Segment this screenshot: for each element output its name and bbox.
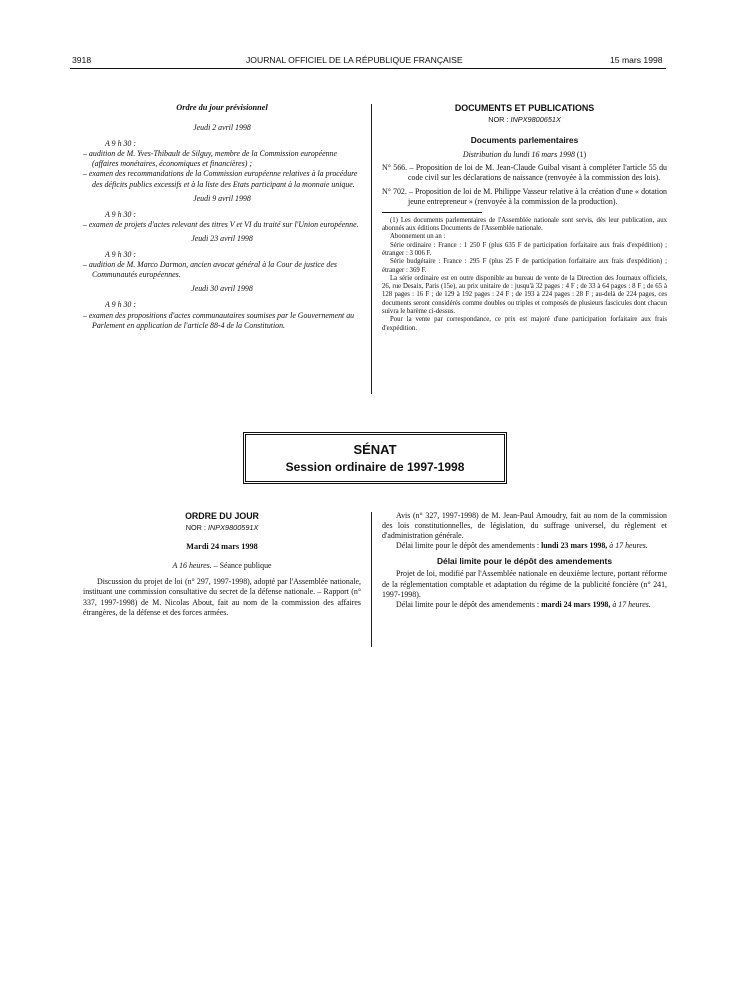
senat-box (243, 432, 507, 484)
agenda-item: – audition de M. Marco Darmon, ancien avocat général à la Cour de justice des Communautés européennes. (83, 260, 337, 280)
delai-paragraph: Délai limite pour le dépôt des amendements : mardi 24 mars 1998, à 17 heures. (396, 599, 651, 609)
documents-nor: NOR : INPX9800651X (488, 115, 561, 125)
column-divider (371, 512, 372, 647)
day-block (83, 234, 361, 280)
distribution-line: Distribution du lundi 16 mars 1998 (1) (462, 150, 587, 160)
documents-title: DOCUMENTS ET PUBLICATIONS (454, 103, 595, 113)
ordre-du-jour-block (83, 511, 361, 618)
day-time: A 9 h 30 : (105, 139, 136, 149)
agenda-item: – examen de projets d'actes relevant des titres V et VI du traité sur l'Union européenne. (83, 219, 359, 229)
day-time: A 9 h 30 : (105, 209, 136, 219)
day-block (83, 123, 361, 190)
ordre-du-jour-title: ORDRE DU JOUR (185, 511, 259, 521)
session-title: Session ordinaire de 1997-1998 (285, 460, 465, 474)
day-block (83, 284, 361, 330)
discussion-paragraph: Discussion du projet de loi (n° 297, 1997-1998), adopté par l'Assemblée nationale, instituant une commission consultative du secret de la défense nationale. – Rapport (n° 337, 1997-1998) de M. Nicolas About, fait au nom de la commission des affaires étrangères, de la défense et des forces armées. (83, 577, 361, 617)
agenda-item: – examen des propositions d'actes communautaires soumises par le Gouvernement au Parlement en application de l'article 88-4 de la Constitution. (83, 310, 355, 330)
day-date: Jeudi 2 avril 1998 (193, 123, 251, 133)
projet-paragraph: Projet de loi, modifié par l'Assemblée nationale en deuxième lecture, portant réforme de la réglementation comptable et adaptation du régime de la publicité foncière (n° 241, 1997-1998). (382, 569, 667, 599)
header-rule (70, 68, 666, 69)
document-item: N° 702. – Proposition de loi de M. Philippe Vasseur relative à la création d'une « dotation jeune entrepreneur » (renvoyée à la commission de la production). (382, 186, 667, 206)
senat-title: SÉNAT (353, 442, 397, 457)
agenda-item: – examen des recommandations de la Commission européenne relatives à la procédure des déficits publics excessifs et à la liste des Etats participant à la monnaie unique. (83, 169, 358, 189)
documents-block (382, 103, 667, 333)
footnote: (1) Les documents parlementaires de l'Assemblée nationale sont servis, dès leur publication, aux abonnés aux éditions Documents de l'Assemblée nationale. Abonnement un an : Série ordinaire : France : 1 250 F (plus 635 F de participation forfaitaire aux frais d'expédition) ; étranger : 3 006 F. Série budgétaire : France : 295 F (plus 25 F de participation forfaitaire aux frais d'expédition) ; étranger : 369 F. La série ordinaire est en outre disponible au bureau de vente de la Direction des Journaux officiels, 26, rue Desaix, Paris (15e), au prix unitaire de : jusqu'à 32 pages : 4 F ; de 33 à 64 pages : 8 F ; de 65 à 128 pages : 16 F ; de 129 à 192 pages : 24 F ; de 193 à 224 pages : 28 F ; au-delà de 224 pages, ces documents seront considérés comme doubles ou triples et composés de plusieurs fascicules dont chacun suivra le barème ci-dessus. Pour la vente par correspondance, ce prix est majoré d'une participation forfaitaire aux frais d'expédition. (382, 216, 667, 332)
delai-paragraph: Délai limite pour le dépôt des amendements : lundi 23 mars 1998, à 17 heures. (396, 541, 648, 551)
day-date: Jeudi 9 avril 1998 (193, 193, 251, 203)
day-block (83, 194, 361, 230)
ordre-du-jour-continued (382, 511, 667, 610)
journal-title: JOURNAL OFFICIEL DE LA RÉPUBLIQUE FRANÇAISE (246, 55, 463, 65)
page-number: 3918 (72, 55, 92, 65)
documents-subtitle: Documents parlementaires (470, 135, 579, 146)
document-item: N° 566. – Proposition de loi de M. Jean-Claude Guibal visant à compléter l'article 55 du code civil sur les déclarations de naissance (renvoyée à la commission des lois). (382, 163, 667, 183)
avis-paragraph: Avis (n° 327, 1997-1998) de M. Jean-Paul Amoudry, fait au nom de la commission des lois constitutionnelles, de législation, du suffrage universel, du règlement et d'administration générale. (382, 511, 667, 541)
seance-line: A 16 heures. – Séance publique (172, 561, 272, 571)
column-divider (371, 104, 372, 394)
day-time: A 9 h 30 : (105, 300, 136, 310)
day-time: A 9 h 30 : (105, 250, 136, 260)
agenda-item: – audition de M. Yves-Thibault de Silguy, membre de la Commission européenne (affaires monétaires, économiques et financières) ; (83, 149, 338, 169)
header-date: 15 mars 1998 (610, 55, 663, 65)
ordre-du-jour-nor: NOR : INPX9800591X (185, 523, 259, 533)
footnote-rule (382, 212, 482, 213)
day-date: Jeudi 30 avril 1998 (191, 284, 253, 294)
day-date: Jeudi 23 avril 1998 (191, 233, 253, 243)
ordre-previsionnel-block (83, 103, 361, 331)
ordre-previsionnel-title: Ordre du jour prévisionnel (176, 103, 268, 112)
session-day: Mardi 24 mars 1998 (186, 542, 258, 552)
delai-heading: Délai limite pour le dépôt des amendements (437, 556, 612, 567)
